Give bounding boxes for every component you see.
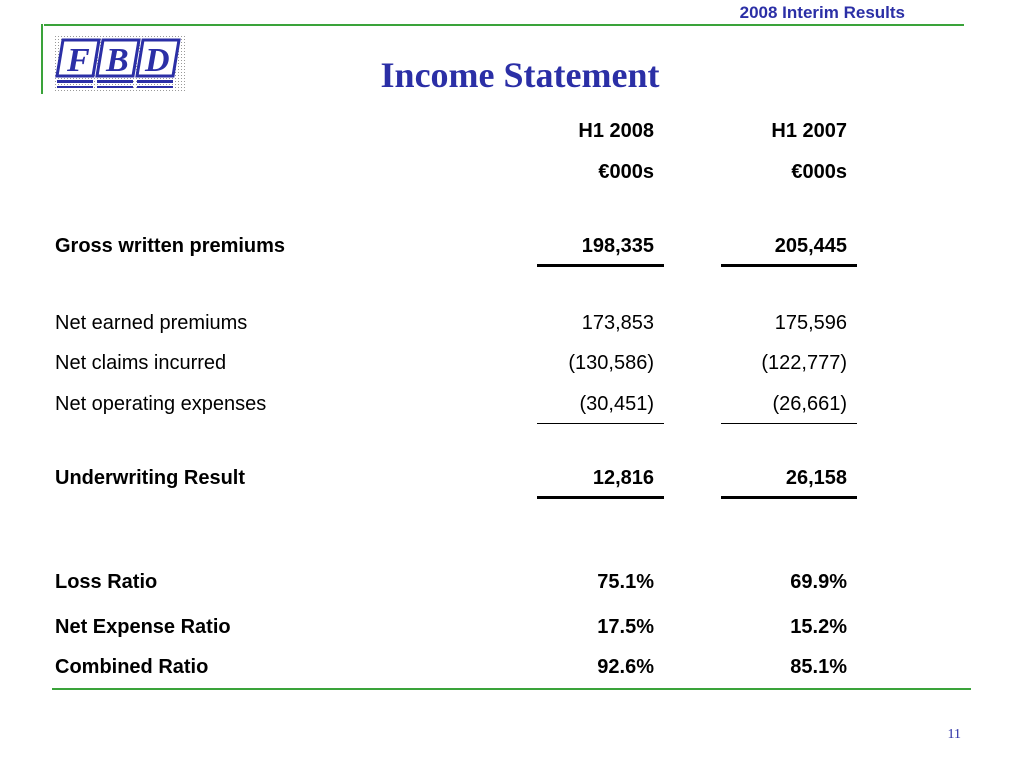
col-unit-h1-2008: €000s (598, 161, 654, 183)
svg-text:F: F (67, 42, 90, 79)
value-h1-2008: 12,816 (592, 467, 654, 489)
row-label: Net operating expenses (55, 393, 267, 415)
thin-rule (721, 423, 857, 424)
report-tag: 2008 Interim Results (739, 3, 905, 22)
value-h1-2008: 75.1% (597, 571, 654, 593)
table-row-net-earned-premiums (55, 310, 855, 336)
value-h1-2007: 69.9% (790, 571, 847, 593)
thick-rule (721, 264, 857, 267)
table-row-net-claims-incurred (55, 350, 855, 376)
table-row-loss-ratio (55, 569, 855, 595)
col-header-h1-2007: H1 2007 (771, 120, 847, 142)
column-header-period-row (55, 118, 855, 144)
value-h1-2007: 85.1% (790, 656, 847, 678)
bottom-divider (52, 688, 971, 690)
page-number: 11 (947, 727, 961, 742)
value-h1-2007: (26,661) (772, 393, 847, 415)
value-h1-2008: 173,853 (581, 312, 654, 334)
value-h1-2007: 26,158 (785, 467, 847, 489)
row-label: Combined Ratio (55, 656, 209, 678)
value-h1-2007: 15.2% (790, 616, 847, 638)
row-label: Net claims incurred (55, 352, 227, 374)
value-h1-2007: 175,596 (774, 312, 847, 334)
thick-rule (537, 264, 664, 267)
row-label: Gross written premiums (55, 235, 286, 257)
value-h1-2008: (30,451) (579, 393, 654, 415)
row-label: Loss Ratio (55, 571, 158, 593)
svg-text:B: B (106, 42, 129, 79)
col-unit-h1-2007: €000s (791, 161, 847, 183)
col-header-h1-2008: H1 2008 (578, 120, 654, 142)
value-h1-2007: 205,445 (774, 235, 847, 257)
table-row-underwriting-result (55, 465, 855, 491)
svg-text:D: D (145, 42, 170, 79)
thick-rule (721, 496, 857, 499)
value-h1-2008: 17.5% (597, 616, 654, 638)
row-label: Net Expense Ratio (55, 616, 231, 638)
page-title: Income Statement (380, 55, 660, 95)
table-row-net-expense-ratio (55, 614, 855, 640)
thin-rule (537, 423, 664, 424)
row-label: Underwriting Result (55, 467, 246, 489)
value-h1-2008: (130,586) (568, 352, 654, 374)
table-row-gross-written-premiums (55, 233, 855, 259)
row-label: Net earned premiums (55, 312, 248, 334)
top-divider (44, 24, 964, 26)
table-row-net-operating-expenses (55, 391, 855, 417)
thick-rule (537, 496, 664, 499)
value-h1-2008: 92.6% (597, 656, 654, 678)
value-h1-2007: (122,777) (761, 352, 847, 374)
table-row-combined-ratio (55, 654, 855, 680)
value-h1-2008: 198,335 (581, 235, 654, 257)
column-header-unit-row (55, 159, 855, 185)
